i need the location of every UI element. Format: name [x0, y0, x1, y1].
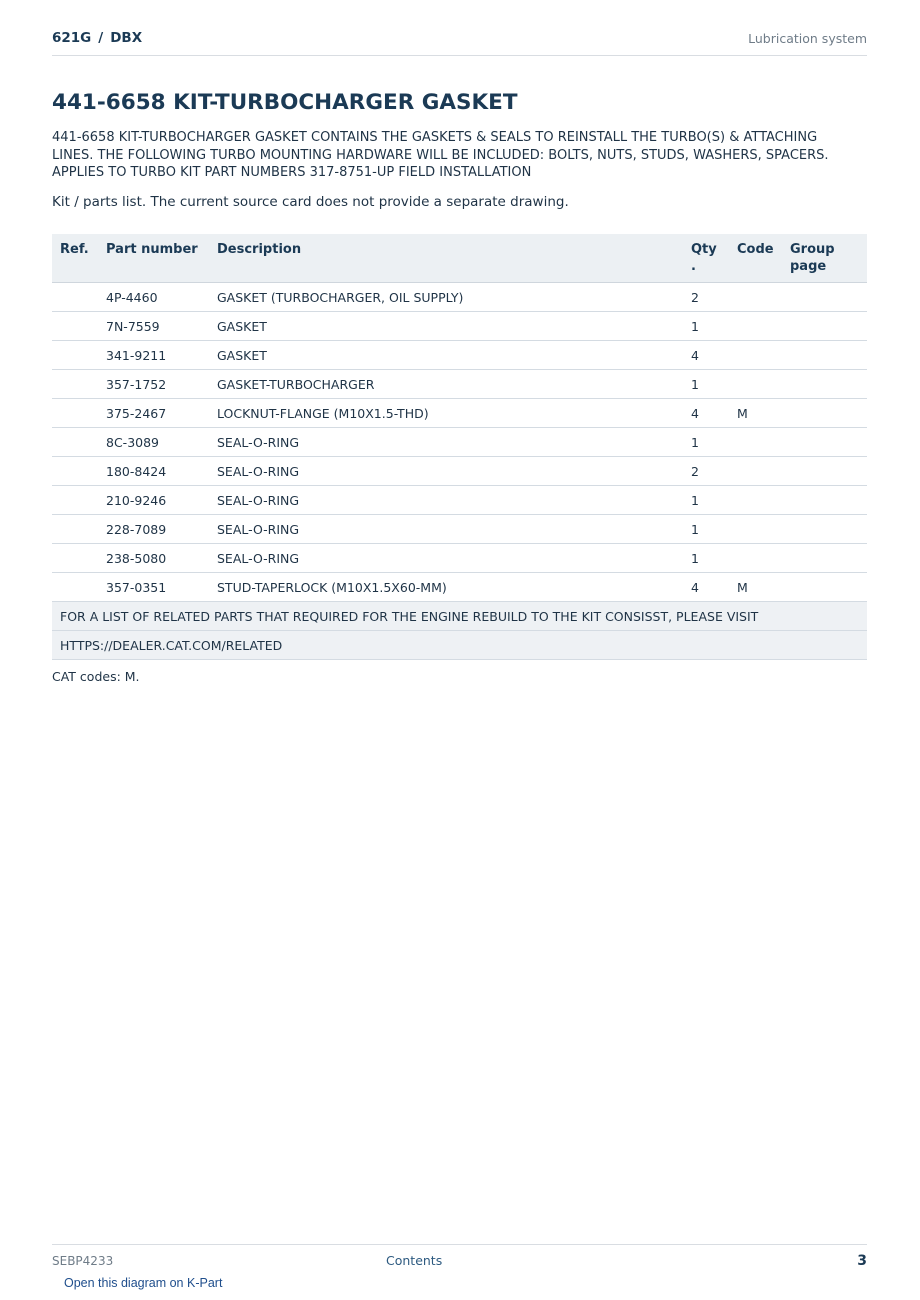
- cell-part-number: 341-9211: [106, 348, 167, 363]
- header-code: Code: [737, 242, 774, 257]
- table-body: [52, 283, 867, 602]
- cell-part-number: 4P-4460: [106, 290, 158, 305]
- contents-link[interactable]: Contents: [386, 1253, 443, 1268]
- document-id: SEBP4233: [52, 1254, 114, 1268]
- cell-qty: 4: [691, 580, 699, 595]
- header-part-number: Part number: [106, 242, 198, 257]
- cell-part-number: 210-9246: [106, 493, 167, 508]
- table-row: [52, 486, 867, 515]
- cell-description: SEAL-O-RING: [217, 551, 300, 566]
- cell-part-number: 238-5080: [106, 551, 167, 566]
- cell-qty: 2: [691, 290, 699, 305]
- header-ref: Ref.: [60, 242, 89, 257]
- table-row: [52, 515, 867, 544]
- header-description: Description: [217, 242, 302, 257]
- cell-description: SEAL-O-RING: [217, 435, 300, 450]
- page-header: [52, 28, 867, 56]
- table-row: [52, 283, 867, 312]
- cell-part-number: 375-2467: [106, 406, 167, 421]
- table-row: [52, 457, 867, 486]
- cell-qty: 1: [691, 551, 699, 566]
- cell-code: M: [737, 580, 748, 595]
- page-footer: [52, 1244, 867, 1274]
- cell-qty: 1: [691, 319, 699, 334]
- breadcrumb: [52, 30, 142, 46]
- model-label: 621G: [52, 30, 92, 46]
- parts-table: [52, 234, 867, 660]
- cell-description: GASKET (TURBOCHARGER, OIL SUPPLY): [217, 290, 464, 305]
- table-row: [52, 341, 867, 370]
- cell-description: SEAL-O-RING: [217, 493, 300, 508]
- page-title: 441-6658 KIT-TURBOCHARGER GASKET: [52, 90, 518, 115]
- cell-description: GASKET-TURBOCHARGER: [217, 377, 375, 392]
- table-row: [52, 544, 867, 573]
- cell-description: GASKET: [217, 348, 267, 363]
- related-parts-note: FOR A LIST OF RELATED PARTS THAT REQUIRED FOR THE ENGINE REBUILD TO THE KIT CONSISST, PLEASE VISIT: [60, 609, 759, 624]
- table-row: [52, 573, 867, 602]
- cell-description: LOCKNUT-FLANGE (M10X1.5-THD): [217, 406, 429, 421]
- cell-qty: 1: [691, 493, 699, 508]
- serial-prefix-label: DBX: [110, 30, 143, 46]
- kit-description: 441-6658 KIT-TURBOCHARGER GASKET CONTAINS THE GASKETS & SEALS TO REINSTALL THE TURBO(S) & ATTACHING LINES. THE FOLLOWING TURBO MOUNTING HARDWARE WILL BE INCLUDED: BOLTS, NUTS, STUDS, WASHERS, SPACERS. APPLIES TO TURBO KIT PART NUMBERS 317-8751-UP FIELD INSTALLATION: [52, 130, 829, 180]
- table-note-row: [52, 631, 867, 660]
- cell-qty: 2: [691, 464, 699, 479]
- cell-description: SEAL-O-RING: [217, 522, 300, 537]
- cell-code: M: [737, 406, 748, 421]
- cell-description: GASKET: [217, 319, 267, 334]
- kpart-diagram-link[interactable]: Open this diagram on K-Part: [64, 1276, 223, 1290]
- cat-codes-note: CAT codes: M.: [52, 669, 140, 684]
- drawing-note: Kit / parts list. The current source card does not provide a separate drawing.: [52, 194, 569, 210]
- cell-qty: 1: [691, 435, 699, 450]
- breadcrumb-separator: /: [98, 30, 104, 46]
- header-qty: Qty .: [691, 242, 717, 274]
- table-note-row: [52, 602, 867, 631]
- section-title: Lubrication system: [748, 31, 867, 46]
- cell-qty: 1: [691, 377, 699, 392]
- table-row: [52, 370, 867, 399]
- cell-part-number: 7N-7559: [106, 319, 160, 334]
- related-parts-url: HTTPS://DEALER.CAT.COM/RELATED: [60, 638, 283, 653]
- cell-part-number: 8C-3089: [106, 435, 160, 450]
- cell-qty: 4: [691, 348, 699, 363]
- cell-part-number: 357-0351: [106, 580, 167, 595]
- cell-part-number: 357-1752: [106, 377, 167, 392]
- cell-part-number: 228-7089: [106, 522, 167, 537]
- table-row: [52, 312, 867, 341]
- cell-part-number: 180-8424: [106, 464, 167, 479]
- page-number: 3: [857, 1253, 867, 1269]
- table-header: [52, 234, 867, 283]
- cell-qty: 4: [691, 406, 699, 421]
- table-row: [52, 399, 867, 428]
- cell-qty: 1: [691, 522, 699, 537]
- cell-description: STUD-TAPERLOCK (M10X1.5X60-MM): [217, 580, 447, 595]
- header-group-page: Group page: [790, 242, 835, 274]
- table-row: [52, 428, 867, 457]
- cell-description: SEAL-O-RING: [217, 464, 300, 479]
